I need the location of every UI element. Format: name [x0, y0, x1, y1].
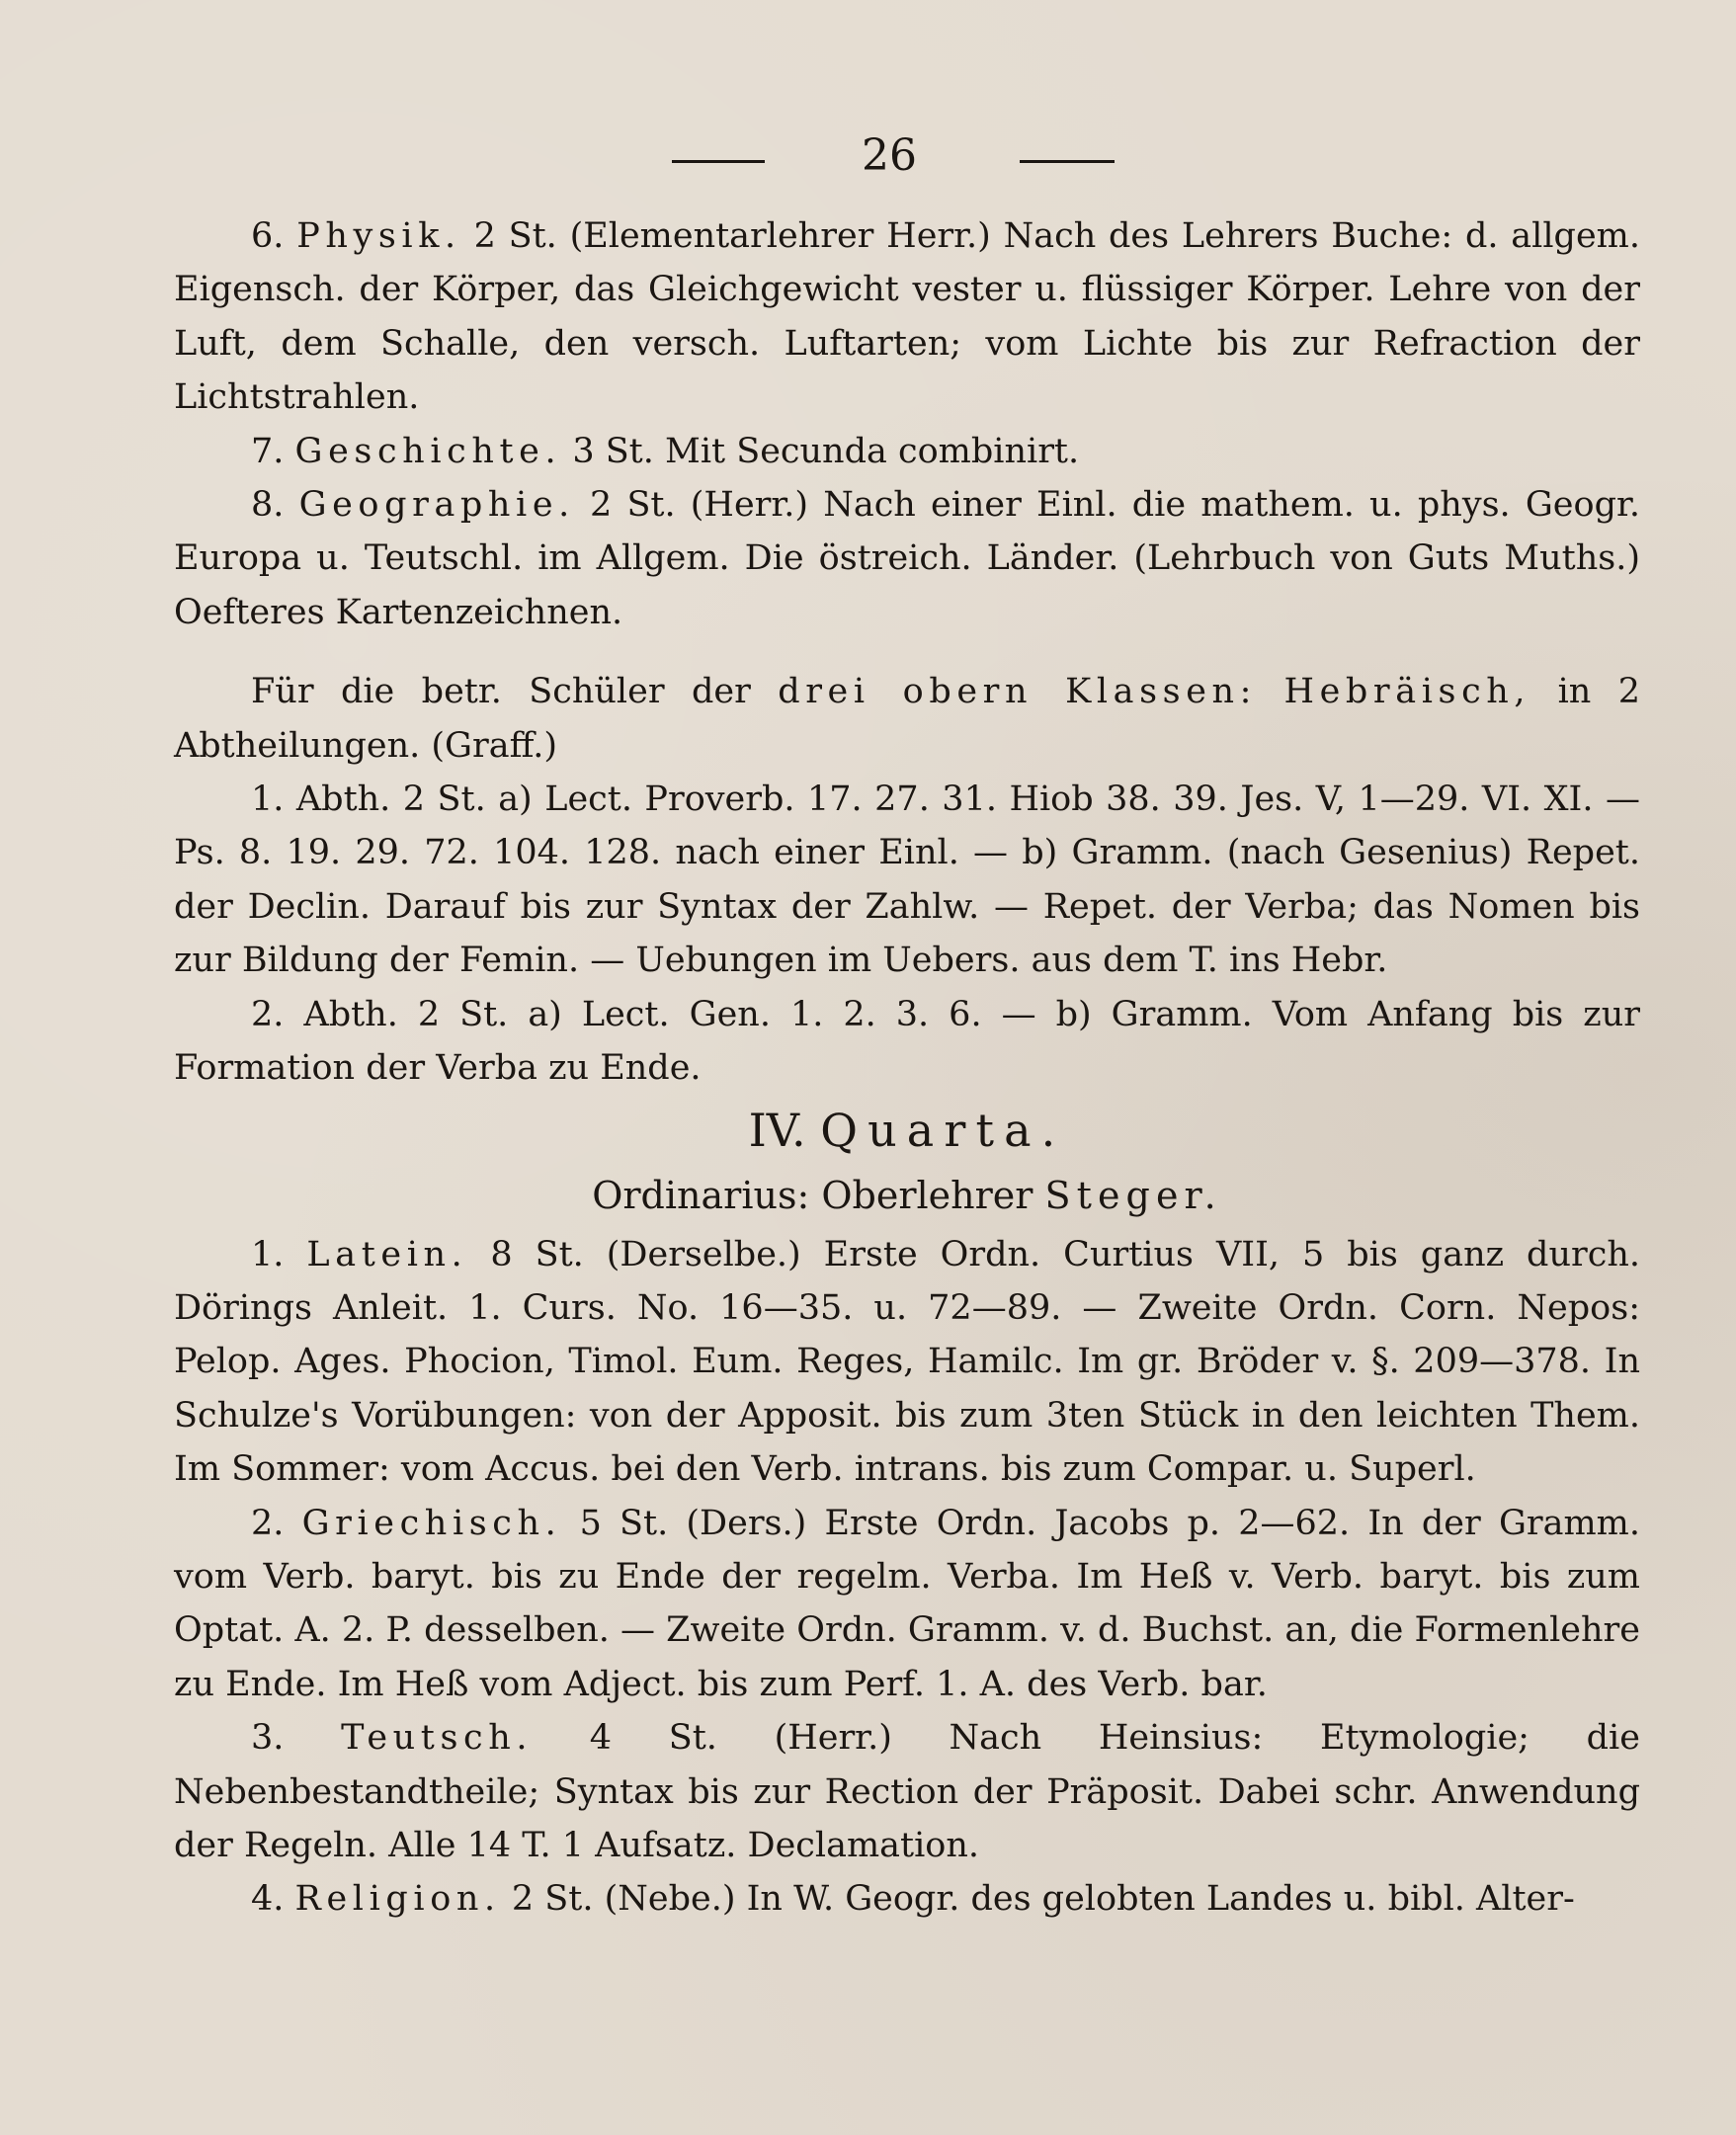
text-hebraeisch-intro: Für die betr. Schüler der: [251, 672, 751, 712]
page-number: 26: [862, 130, 917, 181]
paragraph-religion: [174, 1872, 1640, 1926]
item-number: 2.: [251, 1503, 285, 1543]
paragraph-geographie: [174, 478, 1640, 639]
item-number: 3.: [251, 1718, 285, 1759]
text-latein: 8 St. (Derselbe.) Erste Ordn. Curtius VII, 5 bis ganz durch. Dörings Anleit. 1. Curs. No. 16—35. u. 72—89. — Zweite Ordn. Corn. Nepos: Pelop. Ages. Phocion, Timol. Eum. Reges, Hamilc. Im gr. Bröder v. §. 209—378. In Schulze's Vorübungen: von der Apposit. bis zum 3ten Stück in den leichten Them. Im Sommer: vom Accus. bei den Verb. intrans. bis zum Compar. u. Superl.: [174, 1234, 1640, 1490]
ordinarius-name: Steger.: [1044, 1173, 1222, 1217]
text-abth-1: Abth. 2 St. a) Lect. Proverb. 17. 27. 31. Hiob 38. 39. Jes. V, 1—29. VI. XI. — Ps. 8. 19. 29. 72. 104. 128. nach einer Einl. — b) Gramm. (nach Gesenius) Repet. der Declin. Darauf bis zur Syntax der Zahlw. — Repet. der Verba; das Nomen bis zur Bildung der Femin. — Uebungen im Uebers. aus dem T. ins Hebr.: [174, 780, 1640, 981]
subject-religion: Religion.: [294, 1879, 501, 1920]
section-numeral: IV.: [748, 1103, 806, 1157]
paragraph-teutsch: [174, 1711, 1640, 1872]
section-title: Quarta.: [820, 1103, 1066, 1157]
page-body: [174, 209, 1640, 1927]
subject-teutsch: Teutsch.: [341, 1718, 534, 1759]
text-physik: 2 St. (Elementarlehrer Herr.) Nach des Lehrers Buche: d. allgem. Eigensch. der Körper, das Gleichgewicht vester u. flüssiger Körper. Lehre von der Luft, dem Schalle, den versch. Luftarten; vom Lichte bis zur Refraction der Lichtstrahlen.: [174, 216, 1640, 418]
subject-geographie: Geographie.: [298, 485, 575, 526]
text-geschichte: 3 St. Mit Secunda combinirt.: [572, 431, 1080, 471]
item-number: 1.: [251, 1234, 285, 1274]
ordinarius-label: Ordinarius:: [592, 1173, 810, 1217]
paragraph-griechisch: [174, 1497, 1640, 1712]
subject-hebraeisch: Hebräisch,: [1283, 672, 1531, 712]
page-header: [0, 126, 1736, 186]
ordinarius-rank: Oberlehrer: [821, 1173, 1033, 1217]
text-geographie: 2 St. (Herr.) Nach einer Einl. die mathem. u. phys. Geogr. Europa u. Teutschl. im Allgem. Die östreich. Länder. (Lehrbuch von Guts Muths.) Oefteres Kartenzeichnen.: [174, 485, 1640, 632]
paragraph-abth-2: [174, 988, 1640, 1096]
subject-physik: Physik.: [296, 216, 461, 256]
item-number: 8.: [251, 485, 285, 526]
subject-latein: Latein.: [306, 1234, 468, 1274]
item-number: 1.: [251, 780, 285, 820]
paragraph-physik: [174, 209, 1640, 425]
paragraph-abth-1: [174, 773, 1640, 988]
text-religion: 2 St. (Nebe.) In W. Geogr. des gelobten Landes u. bibl. Alter-: [511, 1879, 1575, 1920]
header-rule-left: [672, 160, 765, 163]
paragraph-hebraeisch: [174, 665, 1640, 773]
text-hebraeisch-classes: drei obern Klassen:: [778, 672, 1258, 712]
paragraph-geschichte: [174, 425, 1640, 478]
item-number: 7.: [251, 431, 285, 471]
text-abth-2: Abth. 2 St. a) Lect. Gen. 1. 2. 3. 6. — b) Gramm. Vom Anfang bis zur Formation der Verba zu Ende.: [174, 994, 1640, 1089]
paragraph-spacer: [174, 639, 1640, 665]
ordinarius-line: [174, 1165, 1640, 1226]
item-number: 6.: [251, 216, 285, 256]
paragraph-latein: [174, 1228, 1640, 1497]
item-number: 4.: [251, 1879, 285, 1920]
text-teutsch: 4 St. (Herr.) Nach Heinsius: Etymologie; die Nebenbestandtheile; Syntax bis zur Rection der Präposit. Dabei schr. Anwendung der Regeln. Alle 14 T. 1 Aufsatz. Declamation.: [174, 1718, 1640, 1865]
section-heading-quarta: [174, 1100, 1640, 1161]
header-rule-right: [1020, 160, 1115, 163]
text-hebraeisch: in 2 Abtheilungen. (Graff.): [174, 672, 1640, 766]
subject-griechisch: Griechisch.: [301, 1503, 562, 1543]
text-griechisch: 5 St. (Ders.) Erste Ordn. Jacobs p. 2—62. In der Gramm. vom Verb. baryt. bis zu Ende der regelm. Verba. Im Heß v. Verb. baryt. bis zum Optat. A. 2. P. desselben. — Zweite Ordn. Gramm. v. d. Buchst. an, die Formenlehre zu Ende. Im Heß vom Adject. bis zum Perf. 1. A. des Verb. bar.: [174, 1503, 1640, 1704]
item-number: 2.: [251, 994, 285, 1034]
subject-geschichte: Geschichte.: [294, 431, 562, 471]
